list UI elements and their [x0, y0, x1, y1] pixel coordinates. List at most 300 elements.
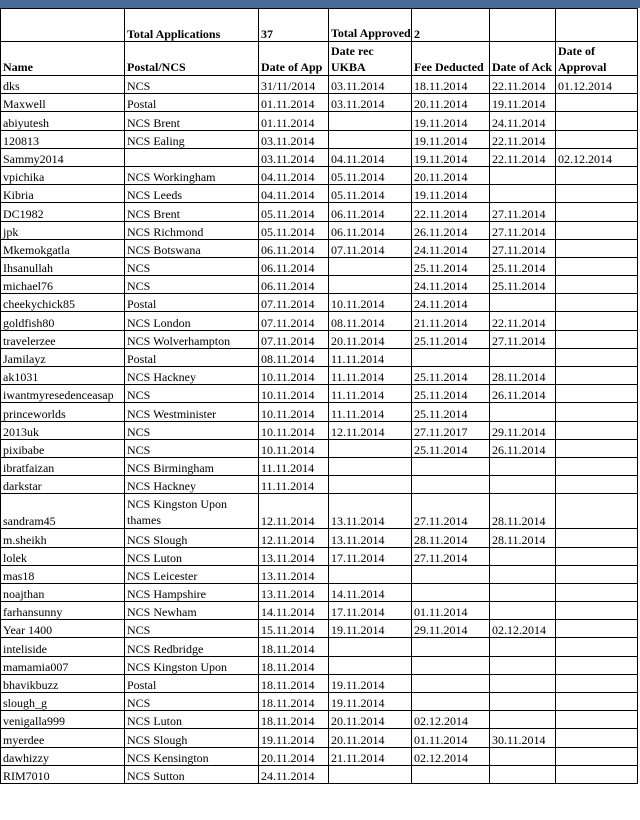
- table-row: [1, 148, 638, 166]
- postal-ncs-cell: NCS Redbridge: [125, 638, 259, 656]
- date-of-app-cell: 10.11.2014: [259, 403, 329, 421]
- name-cell: mas18: [1, 565, 125, 583]
- name-cell: goldfish80: [1, 312, 125, 330]
- postal-ncs-cell: NCS Workingham: [125, 166, 259, 184]
- date-rec-ukba-cell: 19.11.2014: [329, 693, 412, 711]
- table-row: [1, 439, 638, 457]
- date-of-app-cell: 24.11.2014: [259, 765, 329, 783]
- total-approved-value: 2: [412, 9, 490, 42]
- date-of-approval-cell: [556, 457, 638, 475]
- date-of-approval-cell: [556, 620, 638, 638]
- postal-ncs-cell: NCS: [125, 276, 259, 294]
- date-of-ack-cell: 02.12.2014: [490, 620, 556, 638]
- date-rec-ukba-cell: 03.11.2014: [329, 94, 412, 112]
- date-rec-ukba-cell: [329, 112, 412, 130]
- total-approved-label: Total Approved: [329, 9, 412, 42]
- date-of-approval-cell: [556, 385, 638, 403]
- postal-ncs-cell: NCS Luton: [125, 711, 259, 729]
- date-of-approval-cell: [556, 494, 638, 529]
- date-of-approval-cell: [556, 94, 638, 112]
- postal-ncs-cell: NCS Hampshire: [125, 583, 259, 601]
- date-of-app-cell: 18.11.2014: [259, 656, 329, 674]
- date-rec-ukba-cell: [329, 638, 412, 656]
- date-of-ack-cell: 25.11.2014: [490, 257, 556, 275]
- date-of-approval-cell: [556, 674, 638, 692]
- window-header-bar: [0, 0, 640, 8]
- date-of-app-cell: 01.11.2014: [259, 112, 329, 130]
- summary-row: [1, 9, 638, 42]
- table-row: [1, 94, 638, 112]
- fee-deducted-cell: 02.12.2014: [412, 711, 490, 729]
- table-row: [1, 729, 638, 747]
- table-row: [1, 674, 638, 692]
- postal-ncs-cell: NCS Westminister: [125, 403, 259, 421]
- name-cell: jpk: [1, 221, 125, 239]
- date-rec-ukba-cell: 06.11.2014: [329, 221, 412, 239]
- name-cell: venigalla999: [1, 711, 125, 729]
- table-row: [1, 494, 638, 529]
- date-of-ack-cell: 25.11.2014: [490, 276, 556, 294]
- date-of-approval-cell: [556, 529, 638, 547]
- table-row: [1, 166, 638, 184]
- date-rec-ukba-cell: 13.11.2014: [329, 494, 412, 529]
- table-row: [1, 312, 638, 330]
- postal-ncs-cell: NCS Leicester: [125, 565, 259, 583]
- date-of-ack-cell: [490, 656, 556, 674]
- date-of-app-cell: 08.11.2014: [259, 348, 329, 366]
- date-of-app-cell: 18.11.2014: [259, 711, 329, 729]
- fee-deducted-cell: [412, 348, 490, 366]
- date-of-ack-cell: [490, 294, 556, 312]
- fee-deducted-cell: 27.11.2014: [412, 547, 490, 565]
- fee-deducted-cell: 24.11.2014: [412, 276, 490, 294]
- name-cell: vpichika: [1, 166, 125, 184]
- date-of-ack-cell: 26.11.2014: [490, 385, 556, 403]
- fee-deducted-cell: 01.11.2014: [412, 729, 490, 747]
- date-of-approval-cell: 01.12.2014: [556, 76, 638, 94]
- date-of-app-cell: 14.11.2014: [259, 602, 329, 620]
- fee-deducted-cell: 25.11.2014: [412, 403, 490, 421]
- table-row: [1, 457, 638, 475]
- table-row: [1, 693, 638, 711]
- name-cell: 2013uk: [1, 421, 125, 439]
- header-date-of-app: Date of App: [259, 42, 329, 76]
- date-of-ack-cell: 28.11.2014: [490, 367, 556, 385]
- date-rec-ukba-cell: [329, 765, 412, 783]
- date-of-ack-cell: [490, 693, 556, 711]
- header-row: [1, 42, 638, 76]
- date-rec-ukba-cell: [329, 439, 412, 457]
- date-of-app-cell: 11.11.2014: [259, 476, 329, 494]
- fee-deducted-cell: 27.11.2017: [412, 421, 490, 439]
- date-rec-ukba-cell: 11.11.2014: [329, 367, 412, 385]
- fee-deducted-cell: 24.11.2014: [412, 294, 490, 312]
- name-cell: pixibabe: [1, 439, 125, 457]
- fee-deducted-cell: 19.11.2014: [412, 112, 490, 130]
- fee-deducted-cell: [412, 476, 490, 494]
- table-row: [1, 367, 638, 385]
- date-of-approval-cell: [556, 565, 638, 583]
- table-row: [1, 239, 638, 257]
- fee-deducted-cell: 24.11.2014: [412, 239, 490, 257]
- postal-ncs-cell: NCS Brent: [125, 112, 259, 130]
- fee-deducted-cell: 19.11.2014: [412, 130, 490, 148]
- date-of-app-cell: 15.11.2014: [259, 620, 329, 638]
- date-rec-ukba-cell: 20.11.2014: [329, 330, 412, 348]
- fee-deducted-cell: 19.11.2014: [412, 148, 490, 166]
- name-cell: myerdee: [1, 729, 125, 747]
- table-row: [1, 294, 638, 312]
- date-of-approval-cell: [556, 348, 638, 366]
- date-of-ack-cell: 27.11.2014: [490, 221, 556, 239]
- name-cell: darkstar: [1, 476, 125, 494]
- table-row: [1, 76, 638, 94]
- postal-ncs-cell: NCS Hackney: [125, 476, 259, 494]
- date-rec-ukba-cell: [329, 656, 412, 674]
- name-cell: inteliside: [1, 638, 125, 656]
- date-of-app-cell: 12.11.2014: [259, 494, 329, 529]
- table-row: [1, 583, 638, 601]
- postal-ncs-cell: NCS: [125, 421, 259, 439]
- date-of-app-cell: 06.11.2014: [259, 257, 329, 275]
- fee-deducted-cell: 02.12.2014: [412, 747, 490, 765]
- date-of-app-cell: 18.11.2014: [259, 693, 329, 711]
- postal-ncs-cell: NCS Ealing: [125, 130, 259, 148]
- date-rec-ukba-cell: 11.11.2014: [329, 348, 412, 366]
- date-rec-ukba-cell: [329, 276, 412, 294]
- table-row: [1, 565, 638, 583]
- date-of-ack-cell: 30.11.2014: [490, 729, 556, 747]
- date-of-app-cell: 01.11.2014: [259, 94, 329, 112]
- name-cell: cheekychick85: [1, 294, 125, 312]
- date-rec-ukba-cell: 19.11.2014: [329, 674, 412, 692]
- fee-deducted-cell: 21.11.2014: [412, 312, 490, 330]
- table-row: [1, 602, 638, 620]
- table-row: [1, 130, 638, 148]
- date-of-ack-cell: [490, 166, 556, 184]
- date-of-approval-cell: [556, 583, 638, 601]
- date-of-ack-cell: 28.11.2014: [490, 529, 556, 547]
- date-of-app-cell: 07.11.2014: [259, 330, 329, 348]
- date-of-ack-cell: [490, 185, 556, 203]
- date-rec-ukba-cell: 11.11.2014: [329, 385, 412, 403]
- date-of-app-cell: 13.11.2014: [259, 583, 329, 601]
- fee-deducted-cell: 28.11.2014: [412, 529, 490, 547]
- date-of-app-cell: 20.11.2014: [259, 747, 329, 765]
- postal-ncs-cell: Postal: [125, 348, 259, 366]
- name-cell: Sammy2014: [1, 148, 125, 166]
- name-cell: 120813: [1, 130, 125, 148]
- table-row: [1, 185, 638, 203]
- postal-ncs-cell: NCS Newham: [125, 602, 259, 620]
- name-cell: Year 1400: [1, 620, 125, 638]
- date-rec-ukba-cell: 06.11.2014: [329, 203, 412, 221]
- date-of-ack-cell: [490, 457, 556, 475]
- fee-deducted-cell: 25.11.2014: [412, 330, 490, 348]
- date-of-app-cell: 05.11.2014: [259, 221, 329, 239]
- date-rec-ukba-cell: 20.11.2014: [329, 729, 412, 747]
- table-row: [1, 421, 638, 439]
- date-of-app-cell: 07.11.2014: [259, 312, 329, 330]
- postal-ncs-cell: NCS Luton: [125, 547, 259, 565]
- date-of-app-cell: 10.11.2014: [259, 439, 329, 457]
- date-of-ack-cell: [490, 565, 556, 583]
- date-of-approval-cell: [556, 711, 638, 729]
- date-of-approval-cell: [556, 729, 638, 747]
- header-date-of-ack: Date of Ack: [490, 42, 556, 76]
- date-rec-ukba-cell: 08.11.2014: [329, 312, 412, 330]
- date-of-approval-cell: [556, 239, 638, 257]
- date-rec-ukba-cell: 19.11.2014: [329, 620, 412, 638]
- date-of-ack-cell: [490, 747, 556, 765]
- table-row: [1, 203, 638, 221]
- fee-deducted-cell: 26.11.2014: [412, 221, 490, 239]
- applications-table: [0, 8, 638, 784]
- fee-deducted-cell: [412, 765, 490, 783]
- date-of-app-cell: 07.11.2014: [259, 294, 329, 312]
- table-row: [1, 385, 638, 403]
- date-of-ack-cell: [490, 547, 556, 565]
- date-of-ack-cell: [490, 583, 556, 601]
- header-fee-deducted: Fee Deducted: [412, 42, 490, 76]
- fee-deducted-cell: 18.11.2014: [412, 76, 490, 94]
- date-of-approval-cell: [556, 421, 638, 439]
- date-of-ack-cell: [490, 711, 556, 729]
- postal-ncs-cell: NCS Hackney: [125, 367, 259, 385]
- name-cell: Kibria: [1, 185, 125, 203]
- name-cell: RIM7010: [1, 765, 125, 783]
- date-rec-ukba-cell: 04.11.2014: [329, 148, 412, 166]
- date-of-ack-cell: 27.11.2014: [490, 203, 556, 221]
- postal-ncs-cell: NCS Slough: [125, 729, 259, 747]
- date-of-approval-cell: [556, 403, 638, 421]
- fee-deducted-cell: 25.11.2014: [412, 257, 490, 275]
- date-of-approval-cell: [556, 130, 638, 148]
- date-of-approval-cell: [556, 638, 638, 656]
- postal-ncs-cell: NCS: [125, 693, 259, 711]
- date-of-app-cell: 04.11.2014: [259, 166, 329, 184]
- date-of-ack-cell: 22.11.2014: [490, 76, 556, 94]
- fee-deducted-cell: [412, 656, 490, 674]
- name-cell: farhansunny: [1, 602, 125, 620]
- date-of-approval-cell: [556, 330, 638, 348]
- date-of-app-cell: 18.11.2014: [259, 674, 329, 692]
- date-of-ack-cell: 19.11.2014: [490, 94, 556, 112]
- name-cell: dawhizzy: [1, 747, 125, 765]
- name-cell: Mkemokgatla: [1, 239, 125, 257]
- date-rec-ukba-cell: [329, 565, 412, 583]
- date-of-ack-cell: [490, 674, 556, 692]
- date-rec-ukba-cell: [329, 457, 412, 475]
- date-rec-ukba-cell: 17.11.2014: [329, 602, 412, 620]
- table-row: [1, 276, 638, 294]
- name-cell: ak1031: [1, 367, 125, 385]
- date-rec-ukba-cell: 14.11.2014: [329, 583, 412, 601]
- postal-ncs-cell: NCS Kingston Upon thames: [125, 494, 259, 529]
- date-of-ack-cell: 26.11.2014: [490, 439, 556, 457]
- table-row: [1, 529, 638, 547]
- name-cell: lolek: [1, 547, 125, 565]
- date-of-app-cell: 11.11.2014: [259, 457, 329, 475]
- date-of-app-cell: 04.11.2014: [259, 185, 329, 203]
- header-name: Name: [1, 42, 125, 76]
- date-of-approval-cell: [556, 747, 638, 765]
- date-rec-ukba-cell: 10.11.2014: [329, 294, 412, 312]
- table-row: [1, 112, 638, 130]
- total-applications-value: 37: [259, 9, 329, 42]
- date-of-ack-cell: [490, 403, 556, 421]
- name-cell: DC1982: [1, 203, 125, 221]
- table-row: [1, 620, 638, 638]
- date-of-approval-cell: [556, 439, 638, 457]
- date-of-approval-cell: [556, 476, 638, 494]
- fee-deducted-cell: [412, 638, 490, 656]
- fee-deducted-cell: 27.11.2014: [412, 494, 490, 529]
- table-row: [1, 221, 638, 239]
- fee-deducted-cell: [412, 674, 490, 692]
- date-of-app-cell: 31/11/2014: [259, 76, 329, 94]
- date-rec-ukba-cell: 12.11.2014: [329, 421, 412, 439]
- date-of-app-cell: 06.11.2014: [259, 276, 329, 294]
- date-rec-ukba-cell: 03.11.2014: [329, 76, 412, 94]
- fee-deducted-cell: [412, 565, 490, 583]
- fee-deducted-cell: [412, 693, 490, 711]
- name-cell: michael76: [1, 276, 125, 294]
- date-of-ack-cell: [490, 348, 556, 366]
- date-of-approval-cell: 02.12.2014: [556, 148, 638, 166]
- date-rec-ukba-cell: 05.11.2014: [329, 166, 412, 184]
- table-row: [1, 765, 638, 783]
- date-of-app-cell: 10.11.2014: [259, 385, 329, 403]
- table-row: [1, 656, 638, 674]
- fee-deducted-cell: 29.11.2014: [412, 620, 490, 638]
- date-of-ack-cell: 28.11.2014: [490, 494, 556, 529]
- postal-ncs-cell: NCS: [125, 439, 259, 457]
- date-rec-ukba-cell: [329, 257, 412, 275]
- summary-spacer-cell: [490, 9, 556, 42]
- header-postal-ncs: Postal/NCS: [125, 42, 259, 76]
- header-date-of-approval: Date of Approval: [556, 42, 638, 76]
- date-of-app-cell: 03.11.2014: [259, 148, 329, 166]
- date-rec-ukba-cell: 11.11.2014: [329, 403, 412, 421]
- date-of-ack-cell: [490, 765, 556, 783]
- fee-deducted-cell: 19.11.2014: [412, 185, 490, 203]
- name-cell: noajthan: [1, 583, 125, 601]
- postal-ncs-cell: NCS Botswana: [125, 239, 259, 257]
- postal-ncs-cell: NCS Leeds: [125, 185, 259, 203]
- date-of-app-cell: 03.11.2014: [259, 130, 329, 148]
- date-of-app-cell: 13.11.2014: [259, 565, 329, 583]
- postal-ncs-cell: NCS London: [125, 312, 259, 330]
- table-row: [1, 638, 638, 656]
- postal-ncs-cell: NCS Sutton: [125, 765, 259, 783]
- fee-deducted-cell: [412, 457, 490, 475]
- postal-ncs-cell: NCS Birmingham: [125, 457, 259, 475]
- date-of-approval-cell: [556, 166, 638, 184]
- date-of-approval-cell: [556, 656, 638, 674]
- date-of-approval-cell: [556, 294, 638, 312]
- date-rec-ukba-cell: 05.11.2014: [329, 185, 412, 203]
- date-rec-ukba-cell: [329, 130, 412, 148]
- date-of-approval-cell: [556, 112, 638, 130]
- date-of-app-cell: 19.11.2014: [259, 729, 329, 747]
- postal-ncs-cell: NCS: [125, 385, 259, 403]
- date-of-approval-cell: [556, 602, 638, 620]
- date-of-ack-cell: 22.11.2014: [490, 148, 556, 166]
- date-rec-ukba-cell: [329, 476, 412, 494]
- postal-ncs-cell: NCS Richmond: [125, 221, 259, 239]
- date-rec-ukba-cell: 21.11.2014: [329, 747, 412, 765]
- date-of-approval-cell: [556, 221, 638, 239]
- date-of-app-cell: 10.11.2014: [259, 421, 329, 439]
- date-of-approval-cell: [556, 276, 638, 294]
- header-date-rec-ukba: Date rec UKBA: [329, 42, 412, 76]
- postal-ncs-cell: NCS Wolverhampton: [125, 330, 259, 348]
- name-cell: bhavikbuzz: [1, 674, 125, 692]
- name-cell: m.sheikh: [1, 529, 125, 547]
- fee-deducted-cell: [412, 583, 490, 601]
- fee-deducted-cell: 25.11.2014: [412, 439, 490, 457]
- table-row: [1, 348, 638, 366]
- date-of-ack-cell: [490, 602, 556, 620]
- date-of-approval-cell: [556, 185, 638, 203]
- name-cell: sandram45: [1, 494, 125, 529]
- date-of-app-cell: 10.11.2014: [259, 367, 329, 385]
- date-of-approval-cell: [556, 312, 638, 330]
- postal-ncs-cell: Postal: [125, 94, 259, 112]
- name-cell: Maxwell: [1, 94, 125, 112]
- table-row: [1, 711, 638, 729]
- table-row: [1, 747, 638, 765]
- name-cell: travelerzee: [1, 330, 125, 348]
- name-cell: ibratfaizan: [1, 457, 125, 475]
- date-rec-ukba-cell: 17.11.2014: [329, 547, 412, 565]
- postal-ncs-cell: NCS Brent: [125, 203, 259, 221]
- date-rec-ukba-cell: 13.11.2014: [329, 529, 412, 547]
- date-of-approval-cell: [556, 203, 638, 221]
- date-of-ack-cell: 22.11.2014: [490, 312, 556, 330]
- postal-ncs-cell: [125, 148, 259, 166]
- date-of-app-cell: 05.11.2014: [259, 203, 329, 221]
- name-cell: iwantmyresedenceasap: [1, 385, 125, 403]
- date-of-approval-cell: [556, 367, 638, 385]
- date-of-approval-cell: [556, 257, 638, 275]
- postal-ncs-cell: NCS Kensington: [125, 747, 259, 765]
- fee-deducted-cell: 01.11.2014: [412, 602, 490, 620]
- date-of-ack-cell: 27.11.2014: [490, 330, 556, 348]
- name-cell: dks: [1, 76, 125, 94]
- date-of-ack-cell: [490, 476, 556, 494]
- table-row: [1, 476, 638, 494]
- fee-deducted-cell: 25.11.2014: [412, 367, 490, 385]
- date-of-app-cell: 06.11.2014: [259, 239, 329, 257]
- date-rec-ukba-cell: 20.11.2014: [329, 711, 412, 729]
- name-cell: Ihsanullah: [1, 257, 125, 275]
- date-of-app-cell: 18.11.2014: [259, 638, 329, 656]
- fee-deducted-cell: 20.11.2014: [412, 166, 490, 184]
- postal-ncs-cell: NCS Slough: [125, 529, 259, 547]
- summary-spacer-cell: [556, 9, 638, 42]
- date-rec-ukba-cell: 07.11.2014: [329, 239, 412, 257]
- fee-deducted-cell: 22.11.2014: [412, 203, 490, 221]
- table-row: [1, 403, 638, 421]
- name-cell: mamamia007: [1, 656, 125, 674]
- date-of-ack-cell: 27.11.2014: [490, 239, 556, 257]
- postal-ncs-cell: NCS: [125, 257, 259, 275]
- date-of-ack-cell: 24.11.2014: [490, 112, 556, 130]
- date-of-ack-cell: [490, 638, 556, 656]
- postal-ncs-cell: NCS Kingston Upon: [125, 656, 259, 674]
